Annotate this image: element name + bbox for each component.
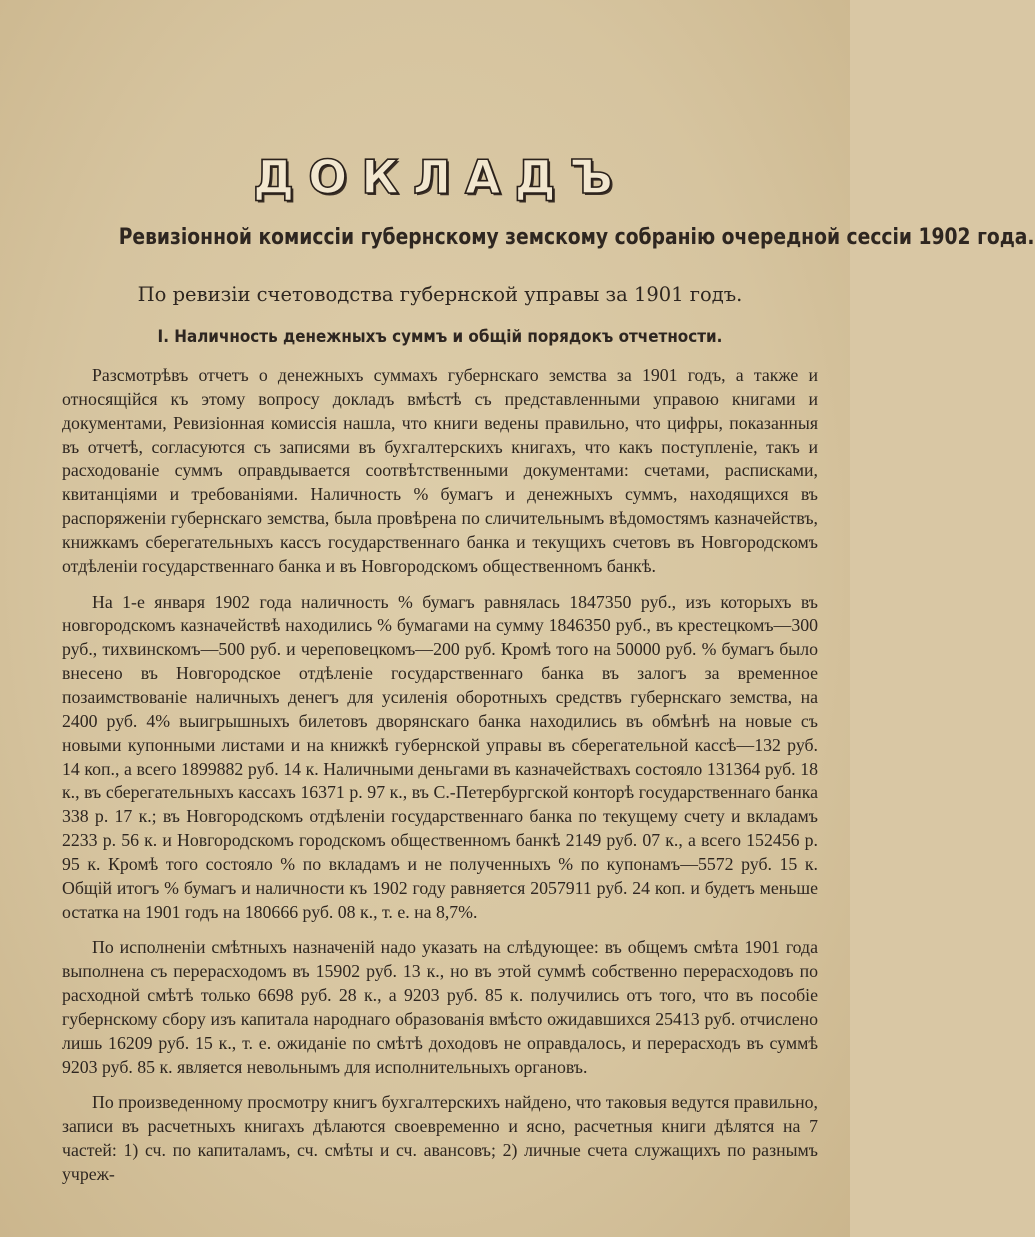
document-subtitle-secondary: По ревизіи счетоводства губернской управы за 1901 годъ. bbox=[137, 283, 743, 306]
document-subtitle: Ревизіонной комиссіи губернскому земскому собранію очередной сессіи 1902 года. bbox=[118, 225, 1035, 250]
paragraph: По произведенному просмотру книгъ бухгалтерскихъ найдено, что таковыя ведутся правильно, записи въ расчетныхъ книгахъ дѣлаются своевременно и ясно, расчетныя книги дѣлятся на 7 частей: 1) сч. по капиталамъ, сч. смѣты и сч. авансовъ; 2) личные счета служащихъ по разнымъ учреж- bbox=[62, 1092, 818, 1184]
paragraph: По исполненіи смѣтныхъ назначеній надо указать на слѣдующее: въ общемъ смѣта 1901 года выполнена съ перерасходомъ въ 15902 руб. 13 к., но въ этой суммѣ собственно перерасходовъ по расходной смѣтѣ только 6698 руб. 28 к., а 9203 руб. 85 к. получились отъ того, что въ пособіе губернскому сбору изъ капитала народнаго образованія вмѣсто ожидавшихся 25413 руб. отчислено лишь 16209 руб. 15 к., т. е. ожиданіе по смѣтѣ доходовъ не оправдалось, и перерасходъ въ суммѣ 9203 руб. 85 к. является невольнымъ для исполнительныхъ органовъ. bbox=[62, 937, 818, 1077]
document-body bbox=[62, 364, 818, 1199]
paragraph: Разсмотрѣвъ отчетъ о денежныхъ суммахъ губернскаго земства за 1901 годъ, а также и относящійся къ этому вопросу докладъ вмѣстѣ съ представленными управою книгами и документами, Ревизіонная комиссія нашла, что книги ведены правильно, что цифры, показанныя въ отчетѣ, согласуются съ записями въ бухгалтерскихъ книгахъ, что какъ поступленіе, такъ и расходованіе суммъ оправдывается соотвѣтственными документами: счетами, расписками, квитанціями и требованіями. Наличность % бумагъ и денежныхъ суммъ, находящихся въ распоряженіи губернскаго земства, была провѣрена по сличительнымъ вѣдомостямъ казначействъ, книжкамъ сберегательныхъ кассъ государственнаго банка и текущихъ счетовъ въ Новгородскомъ отдѣленіи государственнаго банка и въ Новгородскомъ общественномъ банкѣ. bbox=[62, 365, 818, 576]
paragraph: На 1-е января 1902 года наличность % бумагъ равнялась 1847350 руб., изъ которыхъ въ новгородскомъ казначействѣ находились % бумагами на сумму 1846350 руб., въ крестецкомъ—300 руб., тихвинскомъ—500 руб. и череповецкомъ—200 руб. Кромѣ того на 50000 руб. % бумагъ было внесено въ Новгородское отдѣленіе государственнаго банка въ залогъ за временное позаимствованіе наличныхъ денегъ для усиленія оборотныхъ средствъ губернскаго земства, на 2400 руб. 4% выигрышныхъ билетовъ дворянскаго банка находились въ обмѣнѣ на новые съ новыми купонными листами и на книжкѣ губернской управы въ сберегательной кассѣ—132 руб. 14 коп., а всего 1899882 руб. 14 к. Наличными деньгами въ казначействахъ состояло 131364 руб. 18 к., въ сберегательныхъ кассахъ 16371 р. 97 к., въ С.-Петербургской конторѣ государственнаго банка 338 р. 17 к.; въ Новгородскомъ отдѣленіи государственнаго банка по текущему счету и вкладамъ 2233 р. 56 к. и Новгородскомъ городскомъ общественномъ банкѣ 2149 руб. 07 к., а всего 152456 р. 95 к. Кромѣ того состояло % по вкладамъ и не полученныхъ % по купонамъ—5572 руб. 15 к. Общій итогъ % бумагъ и наличности къ 1902 году равняется 2057911 руб. 24 коп. и будетъ меньше остатка на 1901 годъ на 180666 руб. 08 к., т. е. на 8,7%. bbox=[62, 591, 818, 922]
section-heading: I. Наличность денежныхъ суммъ и общій порядокъ отчетности. bbox=[157, 327, 723, 346]
document-title: ДОКЛАДЪ bbox=[253, 150, 627, 204]
